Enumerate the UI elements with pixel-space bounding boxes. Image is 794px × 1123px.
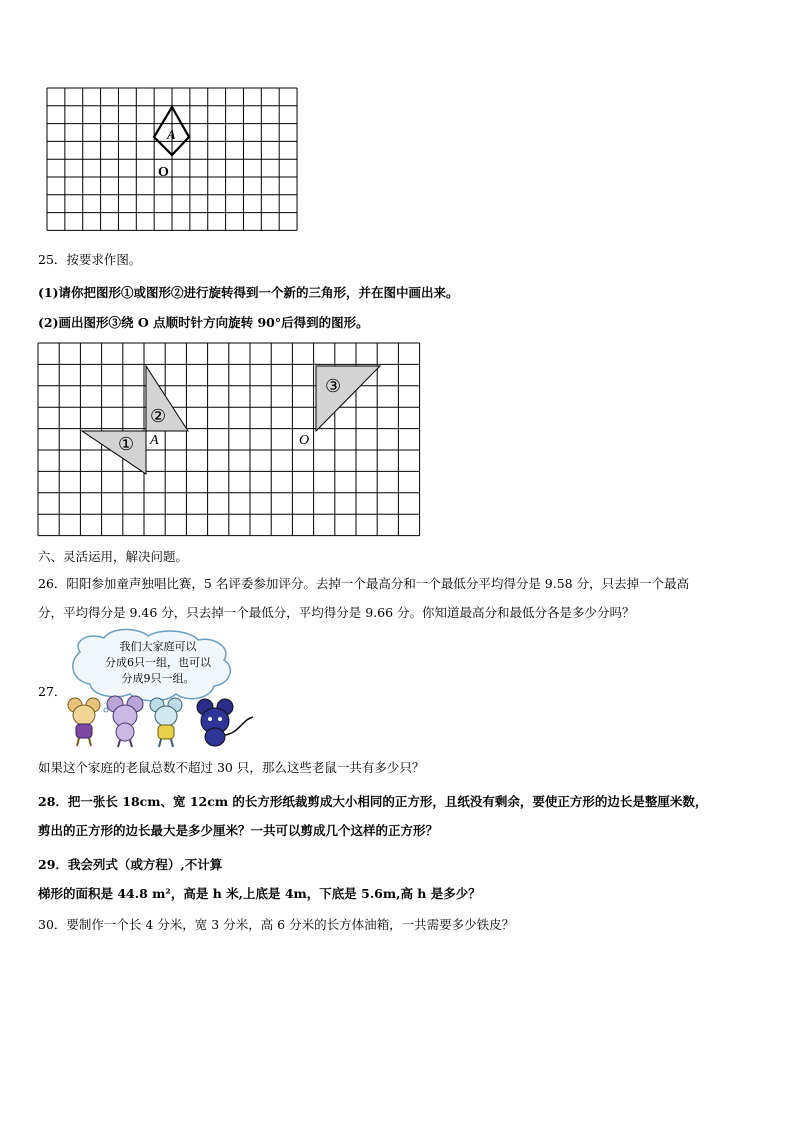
section-6-heading: 六、灵活运用，解决问题。: [38, 549, 189, 564]
q27-bubble-text: [78, 639, 238, 687]
q29-line1: 29．我会列式（或方程）,不计算: [38, 857, 223, 872]
q27-number: 27．: [38, 684, 67, 699]
q28-line1: 28．把一张长 18cm、宽 12cm 的长方形纸裁剪成大小相同的正方形，且纸没有剩余，要使正方形的边长是整厘米数，: [38, 794, 708, 809]
mouse-2: [107, 696, 143, 747]
q29-line2: 梯形的面积是 44.8 m²，高是 h 米,上底是 4m，下底是 5.6m,高 h 是多少？: [38, 886, 481, 901]
q26-line1: 26．阳阳参加童声独唱比赛，5 名评委参加评分。去掉一个最高分和一个最低分平均得分是 9.58 分，只去掉一个最高: [38, 576, 690, 591]
q25-part1: (1)请你把图形①或图形②进行旋转得到一个新的三角形，并在图中画出来。: [38, 285, 459, 300]
point-label-o: O: [158, 165, 169, 180]
q28-line2: 剪出的正方形的边长最大是多少厘米？一共可以剪成几个这样的正方形？: [38, 823, 439, 838]
q27-question: 如果这个家庭的老鼠总数不超过 30 只，那么这些老鼠一共有多少只？: [38, 760, 425, 775]
point-label-a: A: [150, 433, 159, 448]
q27-bubble-line3: 分成9只一组。: [121, 672, 195, 685]
q26-line2: 分，平均得分是 9.46 分，只去掉一个最低分，平均得分是 9.66 分。你知道最高分和最低分各是多少分吗？: [38, 605, 635, 620]
triangle-1-label: ①: [118, 434, 135, 454]
q30-line1: 30．要制作一个长 4 分米，宽 3 分米，高 6 分米的长方体油箱，一共需要多少铁皮？: [38, 917, 515, 932]
kite-label-a: A: [167, 127, 176, 142]
mouse-1: [68, 698, 100, 746]
point-label-o2: O: [299, 433, 310, 448]
triangle-3-label: ③: [325, 376, 342, 396]
mouse-4: [197, 699, 253, 746]
q25-title: 25．按要求作图。: [38, 252, 142, 267]
mouse-illustrations: [65, 697, 265, 752]
q25-part2: (2)画出图形③绕 O 点顺时针方向旋转 90°后得到的图形。: [38, 315, 369, 330]
mouse-3: [150, 698, 182, 747]
q27-bubble-line1: 我们大家庭可以: [119, 640, 197, 653]
triangle-2-label: ②: [150, 406, 167, 426]
q27-bubble-line2: 分成6只一组，也可以: [105, 656, 211, 669]
